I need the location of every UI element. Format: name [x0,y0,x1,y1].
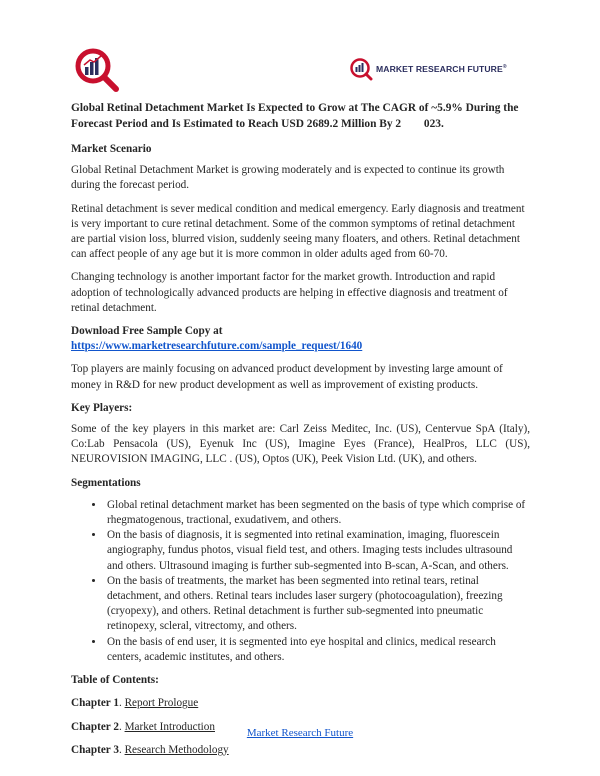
top-players-paragraph: Top players are mainly focusing on advanced product development by investing large amount of money in R&D for new product development as well as improvement of existing products. [71,363,503,391]
chapter-link[interactable]: Market Introduction [124,720,215,733]
toc-heading: Table of Contents: [71,674,159,687]
key-players-paragraph: Some of the key players in this market are: Carl Zeiss Meditec, Inc. (US), Centervue SpA (Italy), Co:Lab Pensacola (US), Eyenuk Inc (US), Imagine Eyes (France), HealPros, LLC (US), NEUROVISION IMAGING, LLC . (US), Optos (UK), Peek Vision Ltd. (UK), and others. [71,423,530,466]
chapter-link[interactable]: Report Prologue [124,697,199,710]
chapter-label: Chapter 2 [71,720,119,733]
market-scenario-paragraph-2: Retinal detachment is sever medical condition and medical emergency. Early diagnosis and treatment is very important to cure retinal detachment. Some of the common symptoms of retinal detachment are partial vision loss, blurred vision, suddenly seeing many floaters, and others. Retinal detachment can affect people of any age but it is more common in older adults aged from 60-70. [71,202,525,261]
document-body [71,100,530,758]
list-item: • On the basis of treatments, the market has been segmented into retinal tears, retinal detachment, and others. Retinal tears includes laser surgery (photocoagulation), freezing (cryopexy), and others. Retinal detachment is further sub-segmented into pneumatic retinopexy, scleral, vitrectomy, and others. [105,574,530,635]
toc-chapter-3: Chapter 3. Research Methodology [71,743,229,756]
segmentations-heading: Segmentations [71,476,141,489]
market-scenario-paragraph-3: Changing technology is another important factor for the market growth. Introduction and rapid adoption of technologically advanced products are helping in effective diagnosis and treatment of retinal detachment. [71,271,508,314]
toc-chapter-2: Chapter 2. Market Introduction [71,720,215,733]
sample-heading: Download Free Sample Copy at [71,325,223,338]
list-item: • Global retinal detachment market has been segmented on the basis of type which comprise of rhegmatogenous, tractional, exudativem, and others. [105,498,530,528]
list-item: • On the basis of diagnosis, it is segmented into retinal examination, imaging, fluorescein angiography, fundus photos, visual field test, and others. Imaging tests includes ultrasound and others. Ultrasound imaging is further sub-segmented into B-scan, A-Scan, and others. [105,528,530,574]
chapter-link[interactable]: Research Methodology [124,743,229,756]
chapter-label: Chapter 1 [71,697,119,710]
sample-request-link[interactable]: https://www.marketresearchfuture.com/sample_request/1640 [71,340,363,353]
list-item: • On the basis of end user, it is segmented into eye hospital and clinics, medical research centers, academic institutes, and others. [105,635,530,665]
mrf-globe-logo-icon [349,57,373,81]
document-title: Global Retinal Detachment Market Is Expected to Grow at The CAGR of ~5.9% During the Forecast Period and Is Estimated to Reach USD 2689.2 Million By 2 023. [71,102,522,130]
key-players-heading: Key Players: [71,401,133,414]
footer-link[interactable]: Market Research Future [246,727,354,739]
footer [0,727,600,739]
market-scenario-heading: Market Scenario [71,143,152,155]
segmentations-list [71,498,530,665]
magnifier-chart-logo-icon [74,47,120,93]
brand-logo [349,57,507,81]
brand-text: MARKET RESEARCH FUTURE® [376,64,507,74]
chapter-label: Chapter 3 [71,743,119,756]
market-scenario-paragraph-1: Global Retinal Detachment Market is growing moderately and is expected to continue its growth during the forecast period. [71,164,505,192]
toc-chapter-1: Chapter 1. Report Prologue [71,697,199,710]
